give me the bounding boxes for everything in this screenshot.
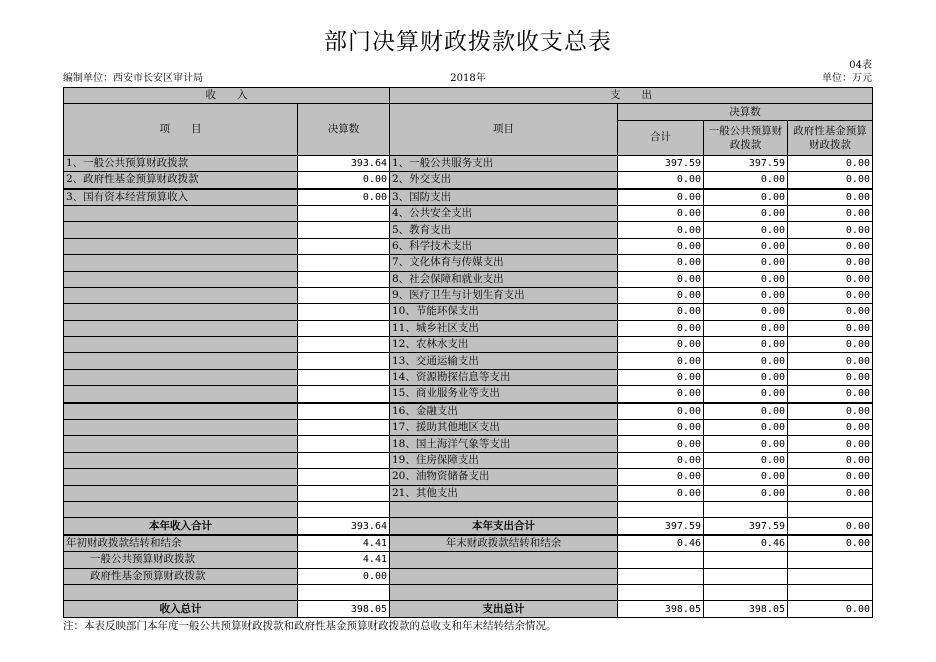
expense-fund-cell: 0.00 xyxy=(788,320,873,336)
expense-general-cell: 0.00 xyxy=(704,485,788,501)
expense-total-cell: 0.00 xyxy=(618,452,704,468)
income-amount-cell xyxy=(298,403,390,420)
expense-fund-cell: 0.00 xyxy=(788,469,873,485)
income-amount-cell: 0.00 xyxy=(298,189,390,206)
expense-total-cell: 0.00 xyxy=(618,189,704,206)
income-amount-cell xyxy=(298,238,390,254)
expense-header: 支 出 xyxy=(390,88,873,104)
table-row xyxy=(64,189,873,206)
expense-total-cell: 0.00 xyxy=(618,337,704,353)
expense-general-cell: 0.00 xyxy=(704,255,788,271)
expense-total-cell: 0.00 xyxy=(618,386,704,403)
expense-fund-cell xyxy=(788,501,873,517)
expense-item-cell: 13、交通运输支出 xyxy=(390,353,618,369)
expense-general-cell: 0.00 xyxy=(704,287,788,303)
expense-item-cell: 15、商业服务业等支出 xyxy=(390,386,618,403)
total-header: 合计 xyxy=(618,120,704,155)
expense-item-cell: 年末财政拨款结转和结余 xyxy=(390,535,618,552)
expense-item-cell: 12、农林水支出 xyxy=(390,337,618,353)
income-amount-cell: 0.00 xyxy=(298,568,390,584)
expense-total-cell: 0.00 xyxy=(618,485,704,501)
income-item-cell xyxy=(64,420,298,436)
expense-total-cell: 0.00 xyxy=(618,420,704,436)
expense-amount-header: 决算数 xyxy=(618,104,873,120)
table-row xyxy=(64,403,873,420)
expense-item-cell: 18、国土海洋气象等支出 xyxy=(390,436,618,452)
income-item-cell xyxy=(64,238,298,254)
expense-general-cell xyxy=(704,584,788,600)
income-item-header: 项 目 xyxy=(64,104,298,155)
expense-general-cell: 0.00 xyxy=(704,320,788,336)
table-row xyxy=(64,552,873,568)
expense-general-cell xyxy=(704,501,788,517)
expense-total-cell xyxy=(618,568,704,584)
expense-fund-cell: 0.00 xyxy=(788,420,873,436)
expense-fund-cell: 0.00 xyxy=(788,485,873,501)
expense-fund-cell: 0.00 xyxy=(788,172,873,189)
expense-total-cell: 0.00 xyxy=(618,271,704,287)
income-amount-cell: 393.64 xyxy=(298,155,390,171)
expense-item-cell: 6、科学技术支出 xyxy=(390,238,618,254)
expense-total-cell: 397.59 xyxy=(618,518,704,535)
income-item-cell xyxy=(64,501,298,517)
expense-general-cell: 0.00 xyxy=(704,337,788,353)
income-item-cell xyxy=(64,386,298,403)
expense-fund-cell: 0.00 xyxy=(788,436,873,452)
table-row xyxy=(64,535,873,552)
income-item-cell: 一般公共预算财政拨款 xyxy=(64,552,298,568)
income-amount-cell xyxy=(298,320,390,336)
income-item-cell xyxy=(64,485,298,501)
income-amount-cell xyxy=(298,584,390,600)
table-wrapper xyxy=(63,87,875,633)
expense-item-cell: 7、文化体育与传媒支出 xyxy=(390,255,618,271)
income-item-cell xyxy=(64,255,298,271)
expense-fund-cell: 0.00 xyxy=(788,255,873,271)
expense-item-cell: 9、医疗卫生与计划生育支出 xyxy=(390,287,618,303)
expense-fund-cell xyxy=(788,568,873,584)
expense-total-cell: 0.00 xyxy=(618,287,704,303)
table-row xyxy=(64,601,873,617)
income-item-cell: 收入总计 xyxy=(64,601,298,617)
expense-fund-cell: 0.00 xyxy=(788,304,873,320)
income-amount-cell xyxy=(298,452,390,468)
table-number: 04表 xyxy=(849,60,872,71)
expense-general-cell: 0.00 xyxy=(704,420,788,436)
table-row xyxy=(64,205,873,221)
table-row xyxy=(64,469,873,485)
income-item-cell xyxy=(64,337,298,353)
unit: 单位：万元 xyxy=(822,73,872,84)
income-item-cell xyxy=(64,369,298,385)
income-amount-cell: 0.00 xyxy=(298,172,390,189)
income-amount-header: 决算数 xyxy=(298,104,390,155)
income-amount-cell: 4.41 xyxy=(298,552,390,568)
expense-fund-cell: 0.00 xyxy=(788,155,873,171)
expense-total-cell: 397.59 xyxy=(618,155,704,171)
expense-fund-cell: 0.00 xyxy=(788,222,873,238)
income-item-cell xyxy=(64,205,298,221)
expense-general-cell: 0.00 xyxy=(704,205,788,221)
income-item-cell xyxy=(64,353,298,369)
income-header: 收 入 xyxy=(64,88,390,104)
expense-fund-cell: 0.00 xyxy=(788,601,873,617)
expense-fund-cell: 0.00 xyxy=(788,189,873,206)
income-item-cell xyxy=(64,287,298,303)
table-row xyxy=(64,568,873,584)
expense-general-cell: 0.00 xyxy=(704,189,788,206)
income-amount-cell xyxy=(298,386,390,403)
expense-item-cell: 19、住房保障支出 xyxy=(390,452,618,468)
year: 2018年 xyxy=(450,73,486,84)
income-amount-cell xyxy=(298,501,390,517)
expense-fund-cell xyxy=(788,584,873,600)
table-row xyxy=(64,436,873,452)
expense-item-cell xyxy=(390,584,618,600)
income-amount-cell xyxy=(298,271,390,287)
income-amount-cell xyxy=(298,353,390,369)
expense-total-cell: 398.05 xyxy=(618,601,704,617)
expense-fund-cell: 0.00 xyxy=(788,518,873,535)
expense-total-cell: 0.00 xyxy=(618,353,704,369)
table-row xyxy=(64,369,873,385)
expense-general-cell xyxy=(704,568,788,584)
expense-item-cell: 10、节能环保支出 xyxy=(390,304,618,320)
expense-total-cell: 0.00 xyxy=(618,255,704,271)
expense-general-cell: 0.46 xyxy=(704,535,788,552)
expense-total-cell: 0.00 xyxy=(618,205,704,221)
expense-general-cell: 397.59 xyxy=(704,518,788,535)
expense-total-cell: 0.00 xyxy=(618,320,704,336)
unit-org: 编制单位：西安市长安区审计局 xyxy=(63,73,203,84)
income-amount-cell xyxy=(298,420,390,436)
expense-total-cell xyxy=(618,552,704,568)
expense-general-cell: 0.00 xyxy=(704,469,788,485)
expense-general-cell: 0.00 xyxy=(704,238,788,254)
expense-general-cell: 398.05 xyxy=(704,601,788,617)
expense-general-cell: 0.00 xyxy=(704,436,788,452)
expense-fund-cell: 0.00 xyxy=(788,287,873,303)
expense-general-cell: 397.59 xyxy=(704,155,788,171)
expense-item-cell: 1、一般公共服务支出 xyxy=(390,155,618,171)
expense-fund-cell: 0.00 xyxy=(788,369,873,385)
income-amount-cell xyxy=(298,287,390,303)
expense-total-cell: 0.00 xyxy=(618,172,704,189)
expense-item-cell: 3、国防支出 xyxy=(390,189,618,206)
income-item-cell: 2、政府性基金预算财政拨款 xyxy=(64,172,298,189)
table-row xyxy=(64,353,873,369)
fund-header: 政府性基金预算财政拨款 xyxy=(788,120,873,155)
income-amount-cell xyxy=(298,436,390,452)
income-item-cell xyxy=(64,469,298,485)
income-amount-cell xyxy=(298,469,390,485)
budget-table xyxy=(63,87,873,618)
expense-fund-cell: 0.00 xyxy=(788,271,873,287)
expense-total-cell: 0.00 xyxy=(618,436,704,452)
income-item-cell xyxy=(64,304,298,320)
expense-item-header: 项目 xyxy=(390,104,618,155)
general-header: 一般公共预算财政拨款 xyxy=(704,120,788,155)
expense-general-cell: 0.00 xyxy=(704,304,788,320)
expense-fund-cell: 0.00 xyxy=(788,337,873,353)
expense-item-cell xyxy=(390,568,618,584)
income-item-cell xyxy=(64,584,298,600)
income-amount-cell xyxy=(298,255,390,271)
table-row xyxy=(64,304,873,320)
expense-total-cell: 0.00 xyxy=(618,403,704,420)
expense-item-cell: 20、油物资储备支出 xyxy=(390,469,618,485)
expense-general-cell: 0.00 xyxy=(704,369,788,385)
table-row xyxy=(64,501,873,517)
income-item-cell xyxy=(64,403,298,420)
income-item-cell: 年初财政拨款结转和结余 xyxy=(64,535,298,552)
expense-general-cell xyxy=(704,552,788,568)
expense-fund-cell: 0.00 xyxy=(788,353,873,369)
income-item-cell xyxy=(64,222,298,238)
table-row xyxy=(64,386,873,403)
expense-general-cell: 0.00 xyxy=(704,452,788,468)
expense-general-cell: 0.00 xyxy=(704,353,788,369)
income-item-cell xyxy=(64,320,298,336)
income-amount-cell xyxy=(298,205,390,221)
income-amount-cell: 393.64 xyxy=(298,518,390,535)
expense-fund-cell: 0.00 xyxy=(788,535,873,552)
income-item-cell xyxy=(64,452,298,468)
expense-general-cell: 0.00 xyxy=(704,271,788,287)
income-amount-cell xyxy=(298,304,390,320)
expense-item-cell: 21、其他支出 xyxy=(390,485,618,501)
table-row xyxy=(64,584,873,600)
page-title: 部门决算财政拨款收支总表 xyxy=(324,29,612,55)
expense-total-cell: 0.00 xyxy=(618,222,704,238)
income-amount-cell xyxy=(298,337,390,353)
expense-item-cell: 支出总计 xyxy=(390,601,618,617)
expense-general-cell: 0.00 xyxy=(704,172,788,189)
expense-total-cell: 0.00 xyxy=(618,304,704,320)
expense-item-cell: 4、公共安全支出 xyxy=(390,205,618,221)
table-row xyxy=(64,320,873,336)
income-amount-cell xyxy=(298,485,390,501)
table-row xyxy=(64,271,873,287)
income-item-cell: 本年收入合计 xyxy=(64,518,298,535)
expense-fund-cell: 0.00 xyxy=(788,205,873,221)
expense-fund-cell: 0.00 xyxy=(788,238,873,254)
expense-fund-cell xyxy=(788,552,873,568)
income-amount-cell: 398.05 xyxy=(298,601,390,617)
expense-general-cell: 0.00 xyxy=(704,403,788,420)
expense-fund-cell: 0.00 xyxy=(788,403,873,420)
expense-total-cell: 0.00 xyxy=(618,238,704,254)
income-item-cell xyxy=(64,271,298,287)
expense-item-cell xyxy=(390,552,618,568)
expense-item-cell: 14、资源勘探信息等支出 xyxy=(390,369,618,385)
table-row xyxy=(64,287,873,303)
table-row xyxy=(64,238,873,254)
table-row xyxy=(64,420,873,436)
expense-item-cell: 16、金融支出 xyxy=(390,403,618,420)
expense-total-cell xyxy=(618,584,704,600)
table-row xyxy=(64,337,873,353)
income-amount-cell xyxy=(298,222,390,238)
income-item-cell xyxy=(64,436,298,452)
table-row xyxy=(64,452,873,468)
expense-total-cell: 0.00 xyxy=(618,369,704,385)
income-amount-cell xyxy=(298,369,390,385)
table-row xyxy=(64,155,873,171)
expense-item-cell: 本年支出合计 xyxy=(390,518,618,535)
expense-total-cell: 0.46 xyxy=(618,535,704,552)
expense-total-cell xyxy=(618,501,704,517)
income-item-cell: 3、国有资本经营预算收入 xyxy=(64,189,298,206)
expense-item-cell: 11、城乡社区支出 xyxy=(390,320,618,336)
table-row xyxy=(64,222,873,238)
expense-item-cell: 2、外交支出 xyxy=(390,172,618,189)
expense-fund-cell: 0.00 xyxy=(788,452,873,468)
income-amount-cell: 4.41 xyxy=(298,535,390,552)
table-row xyxy=(64,518,873,535)
expense-general-cell: 0.00 xyxy=(704,386,788,403)
expense-item-cell: 8、社会保障和就业支出 xyxy=(390,271,618,287)
table-row xyxy=(64,255,873,271)
expense-item-cell: 5、教育支出 xyxy=(390,222,618,238)
expense-general-cell: 0.00 xyxy=(704,222,788,238)
income-item-cell: 1、一般公共预算财政拨款 xyxy=(64,155,298,171)
table-row xyxy=(64,485,873,501)
expense-item-cell: 17、援助其他地区支出 xyxy=(390,420,618,436)
expense-item-cell xyxy=(390,501,618,517)
expense-total-cell: 0.00 xyxy=(618,469,704,485)
table-row xyxy=(64,172,873,189)
expense-fund-cell: 0.00 xyxy=(788,386,873,403)
income-item-cell: 政府性基金预算财政拨款 xyxy=(64,568,298,584)
footnote: 注：本表反映部门本年度一般公共预算财政拨款和政府性基金预算财政拨款的总收支和年末结转结余情况。 xyxy=(63,619,557,632)
